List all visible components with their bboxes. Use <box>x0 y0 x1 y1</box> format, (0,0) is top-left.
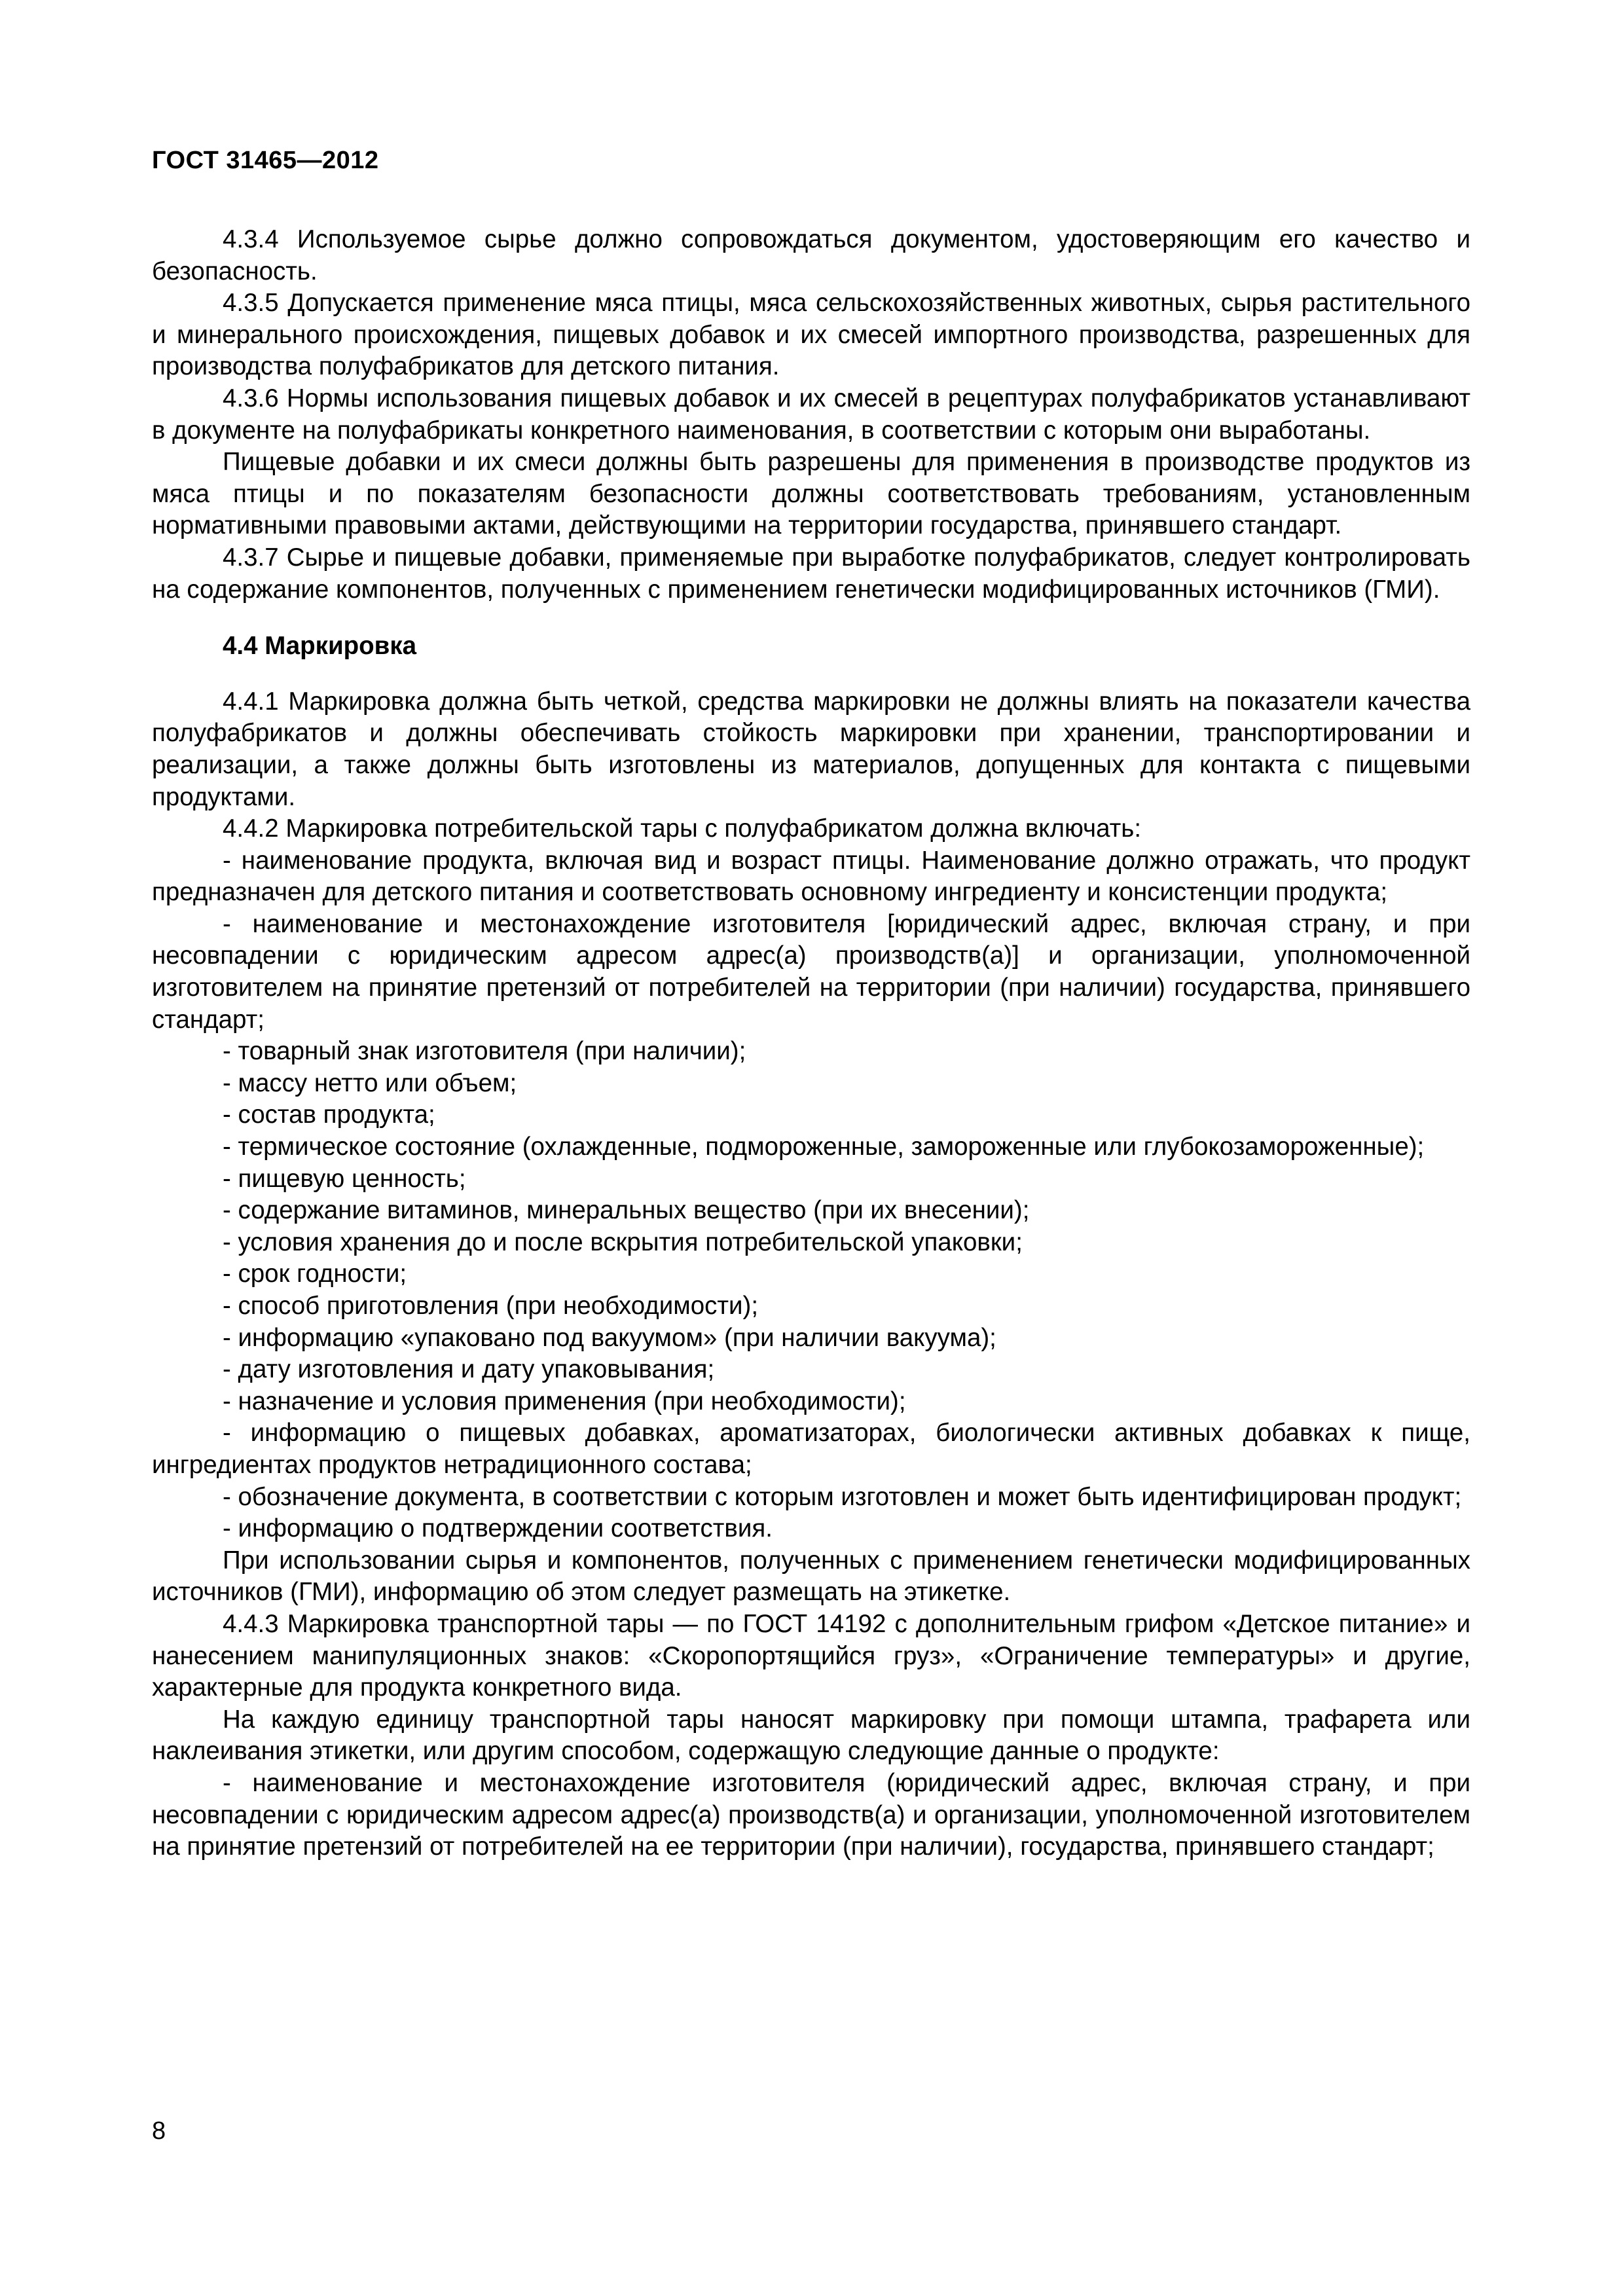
paragraph-transport-marking: На каждую единицу транспортной тары наносят маркировку при помощи штампа, трафарета или наклеивания этикетки, или другим способом, содержащую следующие данные о продукте: <box>152 1705 1470 1766</box>
page-number: 8 <box>152 2117 166 2145</box>
list-item: - условия хранения до и после вскрытия потребительской упаковки; <box>223 1228 1023 1256</box>
list-item: - пищевую ценность; <box>223 1164 466 1193</box>
paragraph-4-3-4: 4.3.4 Используемое сырье должно сопровождаться документом, удостоверяющим его качество и безопасность. <box>152 225 1470 285</box>
section-heading-marking: 4.4 Маркировка <box>223 632 417 661</box>
list-item: - состав продукта; <box>223 1101 435 1129</box>
list-item: - наименование продукта, включая вид и возраст птицы. Наименование должно отражать, что продукт предназначен для детского питания и соответствовать основному ингредиенту и консистенции продукта; <box>152 846 1470 907</box>
list-item: - товарный знак изготовителя (при наличии); <box>223 1037 746 1066</box>
list-item: - дату изготовления и дату упаковывания; <box>223 1355 715 1384</box>
list-item: - информацию о пищевых добавках, ароматизаторах, биологически активных добавках к пище, ингредиентах продуктов нетрадиционного состава; <box>152 1419 1470 1479</box>
list-item: - назначение и условия применения (при необходимости); <box>223 1387 906 1415</box>
list-item: - срок годности; <box>223 1260 407 1288</box>
document-id: ГОСТ 31465—2012 <box>152 147 379 174</box>
list-item: - наименование и местонахождение изготовителя (юридический адрес, включая страну, и при несовпадении с юридическим адресом адрес(а) производств(а) и организации, уполномоченной изготовителем на принятие претензий от потребителей на ее территории (при наличии), государства, принявшего стандарт; <box>152 1768 1470 1861</box>
paragraph-4-3-7: 4.3.7 Сырье и пищевые добавки, применяемые при выработке полуфабрикатов, следует контролировать на содержание компонентов, полученных с применением генетически модифицированных источников (ГМИ). <box>152 543 1470 604</box>
paragraph-gmi-labeling: При использовании сырья и компонентов, полученных с применением генетически модифицированных источников (ГМИ), информацию об этом следует размещать на этикетке. <box>152 1546 1470 1607</box>
paragraph-4-3-5: 4.3.5 Допускается применение мяса птицы, мяса сельскохозяйственных животных, сырья растительного и минерального происхождения, пищевых добавок и их смесей импортного производства, разрешенных для производства полуфабрикатов для детского питания. <box>152 289 1470 381</box>
paragraph-4-4-3: 4.4.3 Маркировка транспортной тары — по ГОСТ 14192 с дополнительным грифом «Детское питание» и нанесением манипуляционных знаков: «Скоропортящийся груз», «Ограничение температуры» и другие, характерные для продукта конкретного вида. <box>152 1609 1470 1702</box>
list-item: - наименование и местонахождение изготовителя [юридический адрес, включая страну, и при несовпадении с юридическим адресом адрес(а) производств(а)] и организации, уполномоченной изготовителем на принятие претензий от потребителей на территории (при наличии) государства, принявшего стандарт; <box>152 909 1470 1034</box>
paragraph-4-4-1: 4.4.1 Маркировка должна быть четкой, средства маркировки не должны влиять на показатели качества полуфабрикатов и должны обеспечивать стойкость маркировки при хранении, транспортировании и реализации, а также должны быть изготовлены из материалов, допущенных для контакта с пищевыми продуктами. <box>152 687 1470 811</box>
paragraph-4-3-6: 4.3.6 Нормы использования пищевых добавок и их смесей в рецептурах полуфабрикатов устанавливают в документе на полуфабрикаты конкретного наименования, в соответствии с которым они выработаны. <box>152 384 1470 445</box>
document-body <box>152 224 1470 1863</box>
paragraph-food-additives: Пищевые добавки и их смеси должны быть разрешены для применения в производстве продуктов из мяса птицы и по показателям безопасности должны соответствовать требованиям, установленным нормативными правовыми актами, действующими на территории государства, принявшего стандарт. <box>152 448 1470 540</box>
list-item: - массу нетто или объем; <box>223 1068 517 1097</box>
list-item: - способ приготовления (при необходимости); <box>223 1292 759 1320</box>
list-item: - содержание витаминов, минеральных вещество (при их внесении); <box>223 1196 1030 1225</box>
list-item: - термическое состояние (охлажденные, подмороженные, замороженные или глубокозамороженные); <box>223 1133 1425 1161</box>
list-item: - обозначение документа, в соответствии с которым изготовлен и может быть идентифицирован продукт; <box>223 1482 1462 1511</box>
paragraph-4-4-2: 4.4.2 Маркировка потребительской тары с полуфабрикатом должна включать: <box>223 814 1142 843</box>
list-item: - информацию «упаковано под вакуумом» (при наличии вакуума); <box>223 1323 996 1352</box>
list-item: - информацию о подтверждении соответствия. <box>223 1514 773 1543</box>
